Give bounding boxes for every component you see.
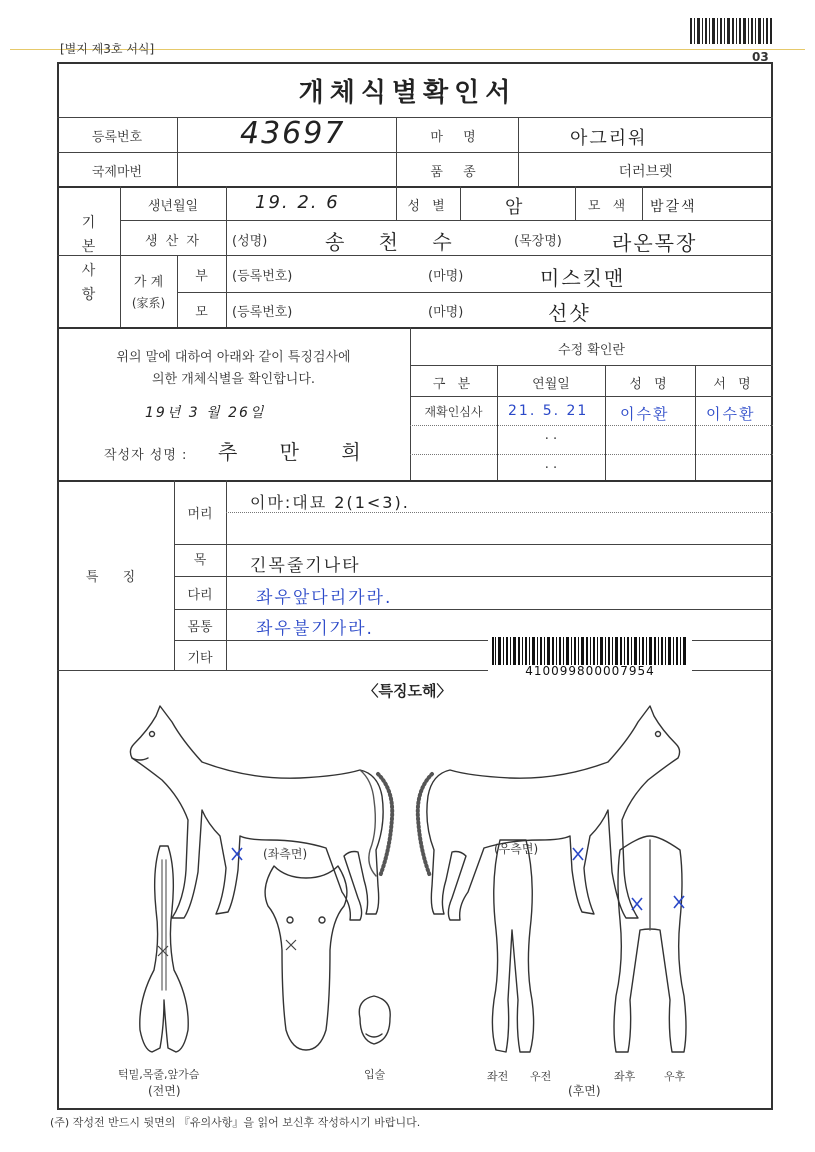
page-number: 03 — [752, 50, 769, 64]
body-value: 좌우불기가라. — [256, 619, 374, 639]
horse-muzzle — [359, 996, 390, 1044]
basic-section-label-4: 항 — [81, 287, 96, 303]
lineage-label: 가 계 — [133, 275, 164, 290]
birth-date-value: 19. 2. 6 — [255, 192, 340, 213]
farm-value: 라온목장 — [612, 231, 698, 255]
horse-front-view — [140, 846, 188, 1052]
features-label: 특 징 — [85, 570, 146, 585]
rear-right-label: 우후 — [664, 1070, 686, 1083]
form-label: [별지 제3호 서식] — [60, 42, 155, 56]
registration-number-value: 43697 — [240, 116, 346, 151]
recheck-signature: 이수환 — [706, 405, 756, 423]
legs-label: 다리 — [187, 588, 213, 603]
neck-label: 목 — [193, 553, 207, 568]
dam-reg-label: (등록번호) — [232, 305, 293, 320]
confirm-text-line2: 의한 개체식별을 확인합니다. — [151, 372, 316, 387]
breeder-name-value: 송 천 수 — [325, 230, 466, 254]
front-parts-label: 턱밑,목줄,앞가슴 — [118, 1068, 200, 1081]
confirm-text-line1: 위의 말에 대하여 아래와 같이 특징검사에 — [116, 350, 351, 365]
sire-name-value: 미스킷맨 — [540, 266, 626, 290]
top-barcode — [690, 18, 774, 44]
body-label: 몸통 — [187, 620, 213, 635]
registration-number-label: 등록번호 — [91, 130, 143, 145]
author-label: 작성자 성명 : — [104, 448, 188, 463]
sex-value: 암 — [505, 197, 525, 218]
sire-name-label: (마명) — [428, 269, 464, 284]
rear-left-label: 좌후 — [614, 1070, 636, 1083]
recheck-name: 이수환 — [620, 405, 670, 423]
col-category: 구 분 — [432, 377, 475, 392]
empty-date-2: · · — [544, 461, 558, 476]
other-label: 기타 — [187, 651, 213, 666]
barcode-number: 410099800007954 — [525, 664, 655, 678]
sex-label: 성 별 — [407, 199, 449, 214]
col-signature: 서 명 — [713, 377, 755, 392]
rear-view-label: (후면) — [568, 1084, 601, 1098]
dam-name-value: 선샷 — [548, 301, 591, 325]
head-value: 이마:대묘 2(1<3). — [250, 493, 410, 512]
dam-name-label: (마명) — [428, 305, 464, 320]
col-date: 연월일 — [532, 377, 570, 392]
horse-diagram — [60, 700, 770, 1105]
recheck-label: 재확인심사 — [424, 405, 483, 419]
horse-left-side — [130, 706, 392, 920]
basic-section-label-2: 본 — [81, 239, 96, 255]
front-view-label: (전면) — [148, 1084, 181, 1098]
page-title: 개체식별확인서 — [298, 78, 517, 108]
dam-label: 모 — [195, 305, 208, 320]
breed-label: 품 종 — [430, 165, 484, 180]
front-left-label: 좌전 — [487, 1070, 509, 1083]
neck-value: 긴목줄기나타 — [250, 556, 361, 576]
coat-label: 모 색 — [587, 199, 630, 214]
basic-section-label-1: 기 — [81, 215, 96, 231]
horse-right-side — [418, 706, 680, 920]
col-name: 성 명 — [629, 377, 671, 392]
horse-rear-view — [614, 836, 686, 1052]
birth-date-label: 생년월일 — [147, 199, 199, 214]
sire-reg-label: (등록번호) — [232, 269, 293, 284]
empty-date-1: · · — [544, 432, 558, 447]
horse-name-label: 마 명 — [430, 130, 484, 145]
breeder-label: 생 산 자 — [145, 234, 201, 249]
left-side-label: (좌측면) — [263, 847, 308, 861]
author-value: 추 만 희 — [218, 440, 379, 464]
muzzle-label: 입술 — [364, 1068, 386, 1081]
basic-section-label-3: 사 — [81, 263, 96, 279]
front-right-label: 우전 — [530, 1070, 552, 1083]
breeder-name-label: (성명) — [232, 234, 268, 249]
right-side-label: (우측면) — [494, 842, 539, 856]
horse-name-value: 아그리워 — [570, 128, 648, 149]
farm-label: (목장명) — [514, 234, 562, 249]
correction-header: 수정 확인란 — [558, 343, 625, 358]
lineage-hanja: (家系) — [131, 296, 166, 310]
international-number-label: 국제마번 — [91, 165, 143, 180]
diagram-title: 〈특징도해〉 — [363, 682, 452, 700]
confirm-date: 19년 3 월 26일 — [145, 405, 266, 421]
head-label: 머리 — [187, 507, 213, 522]
breed-value: 더러브렛 — [618, 164, 673, 180]
legs-value: 좌우앞다리가라. — [256, 588, 393, 608]
sire-label: 부 — [195, 269, 208, 284]
barcode — [492, 637, 688, 665]
coat-value: 밤갈색 — [650, 199, 697, 215]
horse-front-legs — [492, 840, 533, 1052]
footer-note: (주) 작성전 반드시 뒷면의 『유의사항』을 읽어 보신후 작성하시기 바랍니다. — [50, 1116, 421, 1129]
recheck-date: 21. 5. 21 — [508, 403, 589, 419]
horse-head-front — [265, 866, 347, 1050]
